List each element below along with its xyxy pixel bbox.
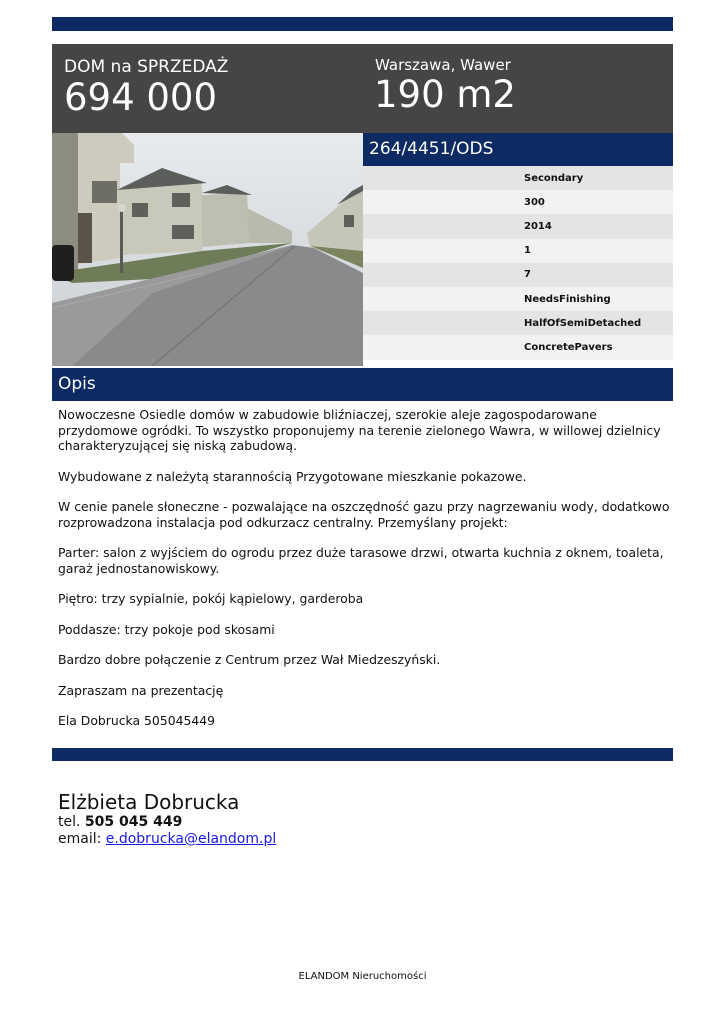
phone-label: tel.: [58, 814, 81, 830]
param-building-type: HalfOfSemiDetached: [363, 311, 673, 335]
param-year-built: 2014: [363, 214, 673, 238]
param-condition: NeedsFinishing: [363, 287, 673, 311]
description-body: [58, 407, 670, 744]
description-paragraph: Piętro: trzy sypialnie, pokój kąpielowy, garderoba: [58, 591, 364, 606]
param-value: 1: [363, 239, 673, 263]
top-accent-bar: [52, 17, 673, 31]
property-photo: [52, 133, 363, 366]
agent-phone-line: [58, 814, 276, 831]
agent-email-line: [58, 831, 276, 848]
agent-phone: 505 045 449: [84, 814, 183, 830]
footer-company: ELANDOM Nieruchomości: [298, 971, 427, 982]
listing-area: 190 m2: [374, 73, 516, 116]
description-paragraph: Parter: salon z wyjściem do ogrodu przez duże tarasowe drzwi, otwarta kuchnia z oknem, toaleta, garaż jednostanowiskowy.: [58, 545, 664, 576]
email-label: email:: [58, 831, 102, 847]
param-market: Secondary: [363, 166, 673, 190]
listing-price: 694 000: [64, 76, 218, 119]
description-paragraph: Nowoczesne Osiedle domów w zabudowie bliźniaczej, szerokie aleje zagospodarowane przydomowe ogródki. To wszystko proponujemy na terenie zielonego Wawra, w willowej dzielnicy charakteryzującej się niską zabudową.: [58, 407, 661, 453]
agent-contact: [58, 790, 276, 848]
listing-header: [52, 44, 673, 133]
parameters-table: [363, 166, 673, 360]
listing-location: Warszawa, Wawer: [375, 56, 511, 74]
description-paragraph: Poddasze: trzy pokoje pod skosami: [58, 621, 275, 637]
agent-email-link[interactable]: e.dobrucka@elandom.pl: [105, 831, 277, 847]
description-paragraph: Wybudowane z należytą starannością Przygotowane mieszkanie pokazowe.: [58, 468, 527, 484]
bottom-accent-bar: [52, 748, 673, 761]
description-paragraph: Zapraszam na prezentację: [58, 682, 224, 698]
description-heading: Opis: [52, 368, 673, 401]
reference-number: 264/4451/ODS: [363, 133, 673, 166]
description-paragraph: Bardzo dobre połączenie z Centrum przez Wał Miedzeszyński.: [58, 652, 441, 667]
description-paragraph: W cenie panele słoneczne - pozwalające na oszczędność gazu przy nagrzewaniu wody, dodatkowo rozprowadzona instalacja pod odkurzacz centralny. Przemyślany projekt:: [58, 499, 670, 530]
agent-name: Elżbieta Dobrucka: [58, 790, 240, 814]
param-plot-area: 300: [363, 190, 673, 214]
listing-type: DOM na SPRZEDAŻ: [64, 57, 229, 77]
param-access-road: ConcretePavers: [363, 335, 673, 359]
description-paragraph: Ela Dobrucka 505045449: [58, 713, 215, 728]
param-rooms: 7: [363, 263, 673, 287]
